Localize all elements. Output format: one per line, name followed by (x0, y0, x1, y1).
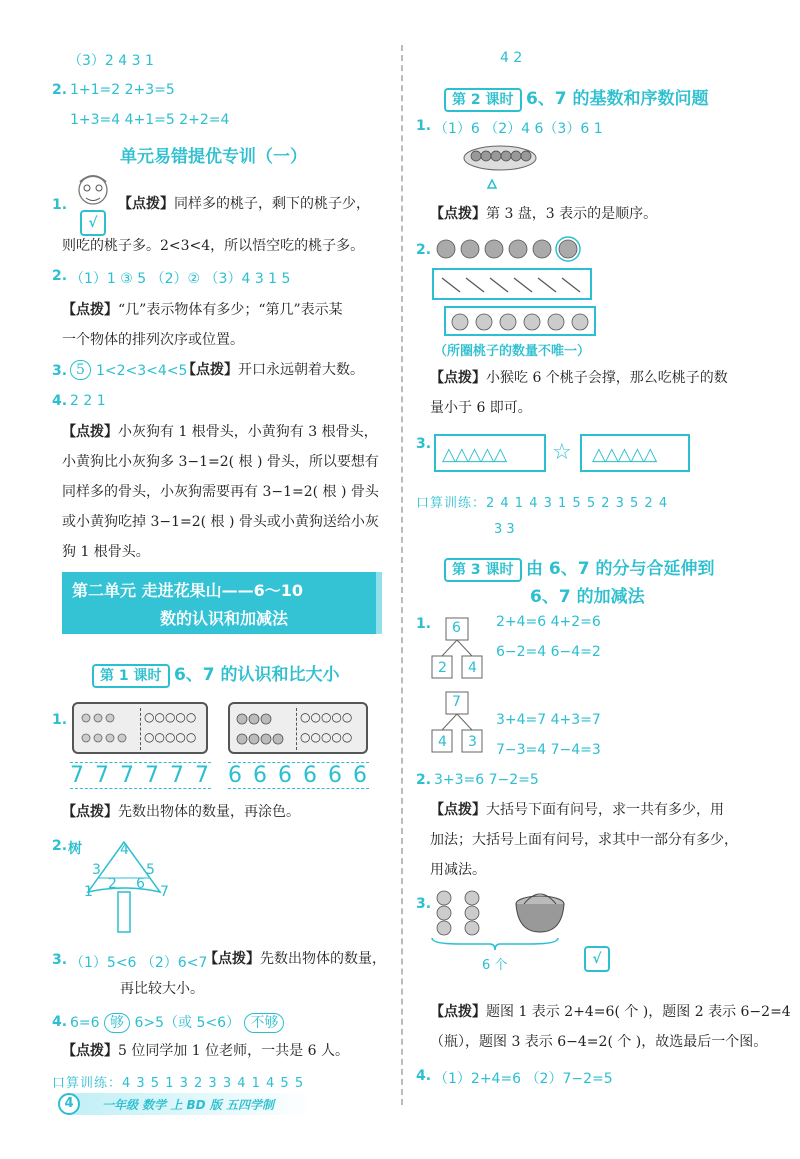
l4-part-c: 6>5（或 5<6） (130, 1015, 245, 1031)
l4-number: 4. (52, 1014, 68, 1030)
l3-answer: （1）5<6 （2）6<7 (70, 955, 208, 971)
s3-number: 3. (52, 363, 68, 379)
unit-title-line2: 数的认识和加减法 (160, 609, 289, 628)
peach-icon (450, 311, 594, 333)
footer-bar (62, 1093, 312, 1115)
t2-tip-b: 加法；大括号上面有问号，求其中一部分有多少， (430, 832, 738, 848)
r1-tip-text: 第 3 盘，3 表示的是顺序。 (486, 206, 658, 222)
t3-tip-text: 题图 1 表示 2+4=6( 个 )，题图 2 表示 6−2=4 (486, 1004, 791, 1020)
l4-not-enough-mark: 不够 (244, 1013, 284, 1033)
peach-row (434, 234, 594, 264)
l1-number: 1. (52, 712, 68, 728)
l3-number: 3. (52, 952, 68, 968)
q2-line2: 1+3=4 4+1=5 2+2=4 (70, 112, 230, 128)
counting-box-left (72, 702, 208, 754)
t1-eq3: 3+4=7 4+3=7 (496, 712, 601, 728)
l3-tip-a (204, 945, 386, 973)
t3-number: 3. (416, 896, 432, 912)
ice-cream-icon (78, 710, 138, 750)
l3-tip-b: 再比较大小。 (120, 981, 204, 997)
s3-sequence: 1<2<3<4<5 (96, 363, 188, 379)
t2-answer: 3+3=6 7−2=5 (434, 772, 539, 788)
tip-label: 【点拨】 (430, 206, 486, 222)
t4-answer: （1）2+4=6 （2）7−2=5 (434, 1071, 613, 1087)
tree-num-6: 6 (136, 876, 145, 892)
q2-number: 2. (52, 82, 68, 98)
s3-circled-answer (70, 360, 91, 380)
s4-tip-4: 或小黄狗吃掉 3−1=2( 根 ) 骨头或小黄狗送给小灰 (62, 514, 379, 530)
lesson1-header (92, 660, 340, 688)
t1-eq2: 6−2=4 6−4=2 (496, 644, 601, 660)
tip-label: 【点拨】 (430, 370, 486, 386)
lesson2-tag: 第 2 课时 (444, 88, 522, 112)
monkey-face-illustration (74, 172, 112, 212)
star-icon: ☆ (552, 440, 572, 465)
t4-number: 4. (416, 1068, 432, 1084)
t3-tip-a (430, 998, 791, 1026)
tree-num-4: 4 (120, 842, 129, 858)
section-title: 单元易错提优专训（一） (120, 147, 307, 167)
l4-answer (70, 1012, 284, 1033)
tree-num-2: 2 (108, 876, 117, 892)
r3-left-box (434, 434, 546, 472)
tip-label: 【点拨】 (62, 1043, 118, 1059)
t3-checkbox: √ (584, 946, 610, 972)
tip-label: 【点拨】 (204, 951, 260, 967)
s2-tip-text: “几”表示物体有多少；“第几”表示某 (118, 302, 343, 318)
unit-title-line1: 第二单元 走进花果山——6～10 (72, 581, 303, 600)
l4-tip-text: 5 位同学加 1 位老师，一共是 6 人。 (118, 1043, 349, 1059)
s2-part-d: ② (187, 271, 201, 287)
r1-answer: （1）6 （2）4 6（3）6 1 (434, 121, 603, 137)
lesson3-tag: 第 3 课时 (444, 558, 522, 582)
s2-part-b: ③ (120, 271, 133, 287)
t1-eq1: 2+4=6 4+2=6 (496, 614, 601, 630)
dots-row: ○○○○○ (300, 730, 353, 744)
l2-number: 2. (52, 838, 68, 854)
t2-tip-a (430, 796, 724, 824)
lesson2-title: 6、7 的基数和序数问题 (525, 89, 709, 109)
r2-tip-text: 小猴吃 6 个桃子会撑，那么吃桃子的数 (486, 370, 728, 386)
s2-part-c: 5 （2） (132, 271, 188, 287)
t2-tip-text: 大括号下面有问号，求一共有多少，用 (486, 802, 724, 818)
split-right-3: 3 (468, 734, 477, 750)
split-top-6: 6 (452, 620, 461, 636)
tree-num-1: 1 (84, 884, 93, 900)
r2-tip-a (430, 364, 728, 392)
lesson2-header (444, 84, 709, 112)
triangles-right: △△△△△ (592, 444, 657, 465)
s2-tip-a (62, 296, 343, 324)
tip-label: 【点拨】 (118, 196, 174, 212)
r1-tip (430, 200, 657, 228)
r3-number: 3. (416, 436, 432, 452)
tip-label: 【点拨】 (430, 802, 486, 818)
oral-training-right: 口算训练：2 4 1 4 3 1 5 5 2 3 5 2 4 (416, 496, 669, 511)
dots-row: ○○○○○ (144, 730, 197, 744)
s1-tip-b: 则吃的桃子多。2<3<4，所以悟空吃的桃子多。 (62, 238, 365, 254)
r1-number: 1. (416, 118, 432, 134)
l1-tip-text: 先数出物体的数量，再涂色。 (118, 804, 300, 820)
tip-label: 【点拨】 (62, 804, 118, 820)
writing-practice-6: 6 6 6 6 6 6 (228, 763, 369, 788)
t2-tip-c: 用减法。 (430, 862, 486, 878)
bottle-group-icon (434, 888, 494, 936)
dots-row: ○○○○○ (300, 710, 353, 724)
t3-tip-b: （瓶），题图 3 表示 6−4=2( 个 )，故选最后一个图。 (430, 1034, 768, 1050)
tree-num-3: 3 (92, 862, 101, 878)
l4-enough-mark: 够 (104, 1013, 130, 1033)
s4-tip-text: 小灰狗有 1 根骨头，小黄狗有 3 根骨头， (118, 424, 378, 440)
split-top-7: 7 (452, 694, 461, 710)
s1-tip-text: 同样多的桃子，剩下的桃子少， (174, 196, 370, 212)
s4-number: 4. (52, 393, 68, 409)
s2-number: 2. (52, 268, 68, 284)
lesson1-title: 6、7 的认识和比大小 (173, 665, 340, 685)
triangles-left: △△△△△ (442, 444, 507, 465)
l2-word: 树 (68, 841, 82, 857)
r2-number: 2. (416, 242, 432, 258)
lesson3-header (444, 554, 714, 582)
s4-tip-1 (62, 418, 378, 446)
s2-answers (70, 268, 290, 288)
flower-icon (234, 710, 294, 750)
s1-checkbox: √ (80, 210, 106, 236)
counting-box-right (228, 702, 368, 754)
l3-tip-text: 先数出物体的数量， (260, 951, 386, 967)
box-divider (296, 708, 297, 750)
s3-circle: 5 (70, 360, 91, 380)
tree-num-7: 7 (160, 884, 169, 900)
s2-tip-b: 一个物体的排列次序或位置。 (62, 332, 244, 348)
l4-part-a: 6=6 (70, 1015, 104, 1031)
s1-number: 1. (52, 197, 68, 213)
r3-right-box (580, 434, 690, 472)
writing-practice-7: 7 7 7 7 7 7 (70, 763, 211, 788)
lesson3-title-b: 6、7 的加减法 (530, 587, 645, 607)
right-top-answer: 4 2 (500, 50, 523, 66)
r2-note: （所圈桃子的数量不唯一） (434, 344, 591, 359)
s4-tip-2: 小黄狗比小灰狗多 3−1=2( 根 ) 骨头，所以要想有 (62, 454, 379, 470)
oral-training-right-cont: 3 3 (494, 522, 515, 537)
box-divider (140, 708, 141, 750)
tip-label: 【点拨】 (62, 424, 118, 440)
t1-number: 1. (416, 616, 432, 632)
basket-icon (510, 890, 570, 936)
lesson3-title-a: 由 6、7 的分与合延伸到 (525, 559, 715, 579)
left-top-answer: （3）2 4 3 1 (68, 53, 154, 69)
s3-tip-text: 开口永远朝着大数。 (238, 362, 364, 378)
tip-label: 【点拨】 (182, 362, 238, 378)
s1-tip-a (118, 190, 370, 218)
q2-line1: 1+1=2 2+3=5 (70, 82, 175, 98)
pear-row-box (444, 306, 596, 336)
page-number: 4 (58, 1093, 80, 1115)
l1-tip (62, 798, 300, 826)
s4-tip-5: 狗 1 根骨头。 (62, 544, 150, 560)
unit-banner (62, 572, 382, 634)
bone-icon (438, 274, 588, 296)
r2-tip-b: 量小于 6 即可。 (430, 400, 532, 416)
s3-tip (182, 356, 364, 384)
split-right-4: 4 (468, 660, 477, 676)
t2-number: 2. (416, 772, 432, 788)
split-left-2: 2 (438, 660, 447, 676)
tree-num-5: 5 (146, 862, 155, 878)
oral-training-left: 口算训练：4 3 5 1 3 2 3 3 4 1 4 5 5 (52, 1076, 305, 1091)
split-left-4: 4 (438, 734, 447, 750)
s4-answer: 2 2 1 (70, 393, 106, 409)
t1-eq4: 7−3=4 7−4=3 (496, 742, 601, 758)
lesson1-tag: 第 1 课时 (92, 664, 170, 688)
s2-part-a: （1）1 (70, 271, 121, 287)
brace-icon (430, 936, 560, 952)
bone-row-box (432, 268, 592, 300)
l4-tip (62, 1037, 349, 1065)
column-divider (401, 45, 403, 1105)
t3-label: 6 个 (482, 958, 508, 973)
footer-text: 一年级 数学 上 BD 版 五四学制 (102, 1098, 274, 1112)
dots-row: ○○○○○ (144, 710, 197, 724)
s2-part-e: （3）4 3 1 5 (200, 271, 291, 287)
s4-tip-3: 同样多的骨头，小灰狗需要再有 3−1=2( 根 ) 骨头 (62, 484, 379, 500)
tip-label: 【点拨】 (62, 302, 118, 318)
plates-illustration (462, 142, 542, 192)
tip-label: 【点拨】 (430, 1004, 486, 1020)
